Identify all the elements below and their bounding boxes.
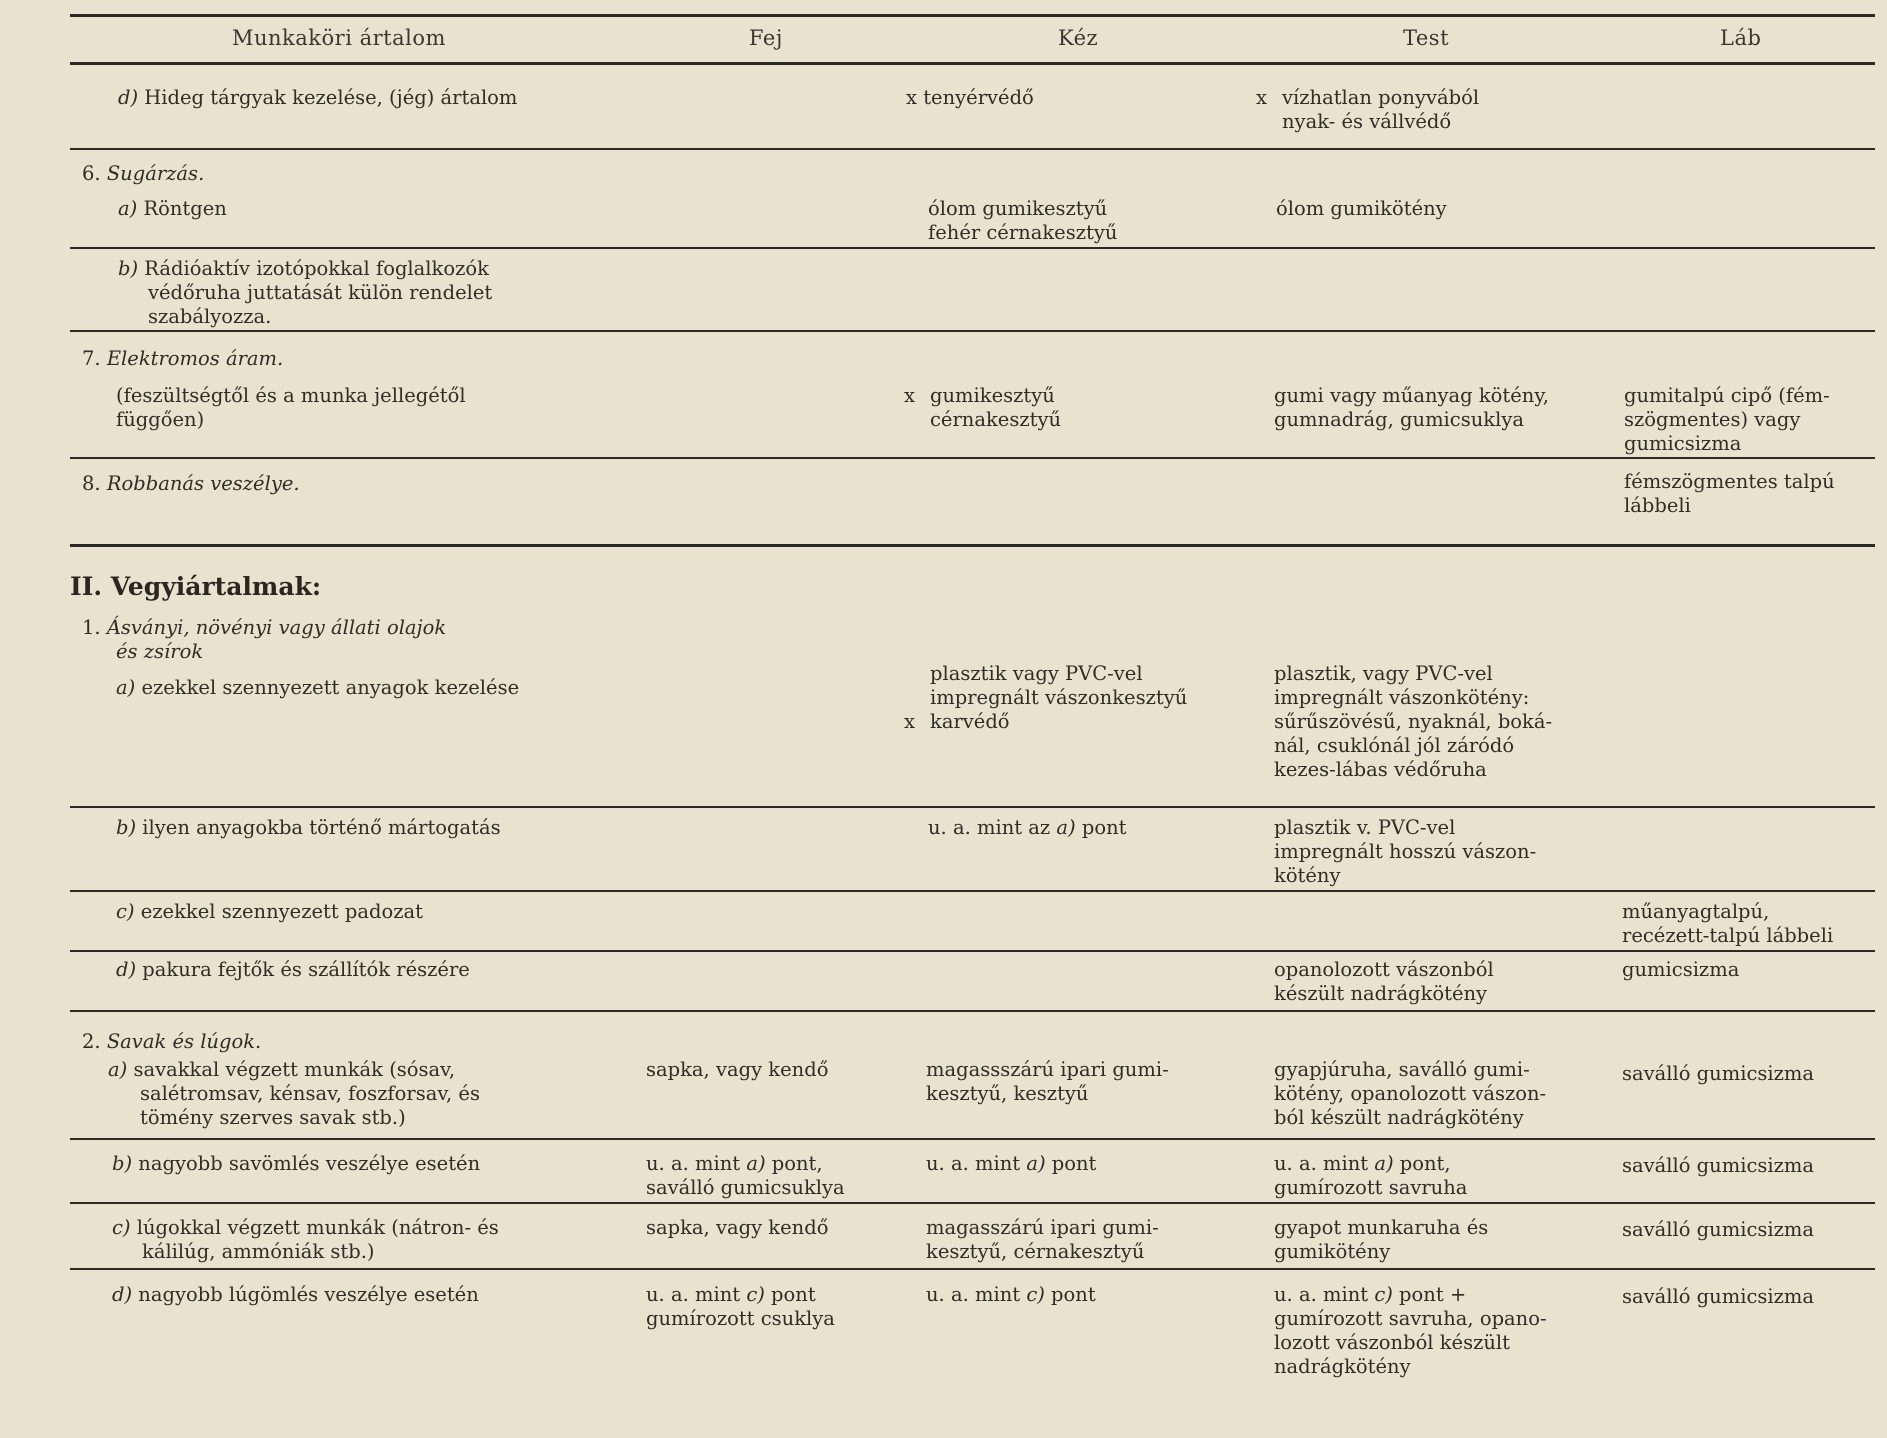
row-7-hazard: (feszültségtől és a munka jellegétől függően) [116, 384, 466, 431]
header-rule [70, 62, 1875, 65]
col-header-hazard: Munkaköri ártalom [232, 26, 446, 50]
rule-5d [70, 148, 1875, 150]
row-2-2d-foot: saválló gumicsizma [1622, 1285, 1815, 1308]
col-header-foot: Láb [1720, 26, 1762, 50]
row-2-1d-body: opanolozott vászonból készült nadrágkötény [1274, 958, 1494, 1005]
row-7-body: gumi vagy műanyag kötény, gumnadrág, gumicsuklya [1274, 384, 1549, 431]
section-7-title: 7. Elektromos áram. [82, 347, 284, 370]
row-2-1a-hazard: a) ezekkel szennyezett anyagok kezelése [116, 676, 520, 699]
rule-2-1c [70, 950, 1875, 952]
row-5d-hazard: d) Hideg tárgyak kezelése, (jég) ártalom [118, 86, 518, 109]
row-6a-body: ólom gumikötény [1276, 197, 1447, 220]
rule-2-2c [70, 1268, 1875, 1270]
row-6a-hand: ólom gumikesztyű fehér cérnakesztyű [928, 197, 1118, 244]
row-2-1d-foot: gumicsizma [1622, 958, 1740, 981]
row-2-1c-foot: műanyagtalpú, recézett-talpú lábbeli [1622, 900, 1834, 947]
section-2-2-title: 2. Savak és lúgok. [82, 1030, 262, 1053]
row-2-2c-foot: saválló gumicsizma [1622, 1218, 1815, 1241]
rule-2-1a [70, 806, 1875, 808]
section-6-title: 6. Sugárzás. [82, 162, 205, 185]
row-2-2c-hazard: c) lúgokkal végzett munkák (nátron- és kálilúg, ammóniák stb.) [112, 1216, 499, 1263]
row-6a-hazard: a) Röntgen [118, 197, 227, 220]
row-2-2b-foot: saválló gumicsizma [1622, 1154, 1815, 1177]
section-2-heading: II. Vegyiártalmak: [70, 572, 322, 601]
rule-2-1b [70, 890, 1875, 892]
row-8-foot: fémszögmentes talpú lábbeli [1624, 470, 1835, 517]
rule-2-2b [70, 1202, 1875, 1204]
row-6b-hazard: b) Rádióaktív izotópokkal foglalkozók védőruha juttatását külön rendelet szabályozza. [118, 257, 493, 328]
row-2-1b-hazard: b) ilyen anyagokba történő mártogatás [116, 816, 501, 839]
row-2-2d-body: u. a. mint c) pont + gumírozott savruha, opano- lozott vászonból készült nadrágkötény [1274, 1283, 1547, 1378]
row-2-1a-hand: plasztik vagy PVC-vel impregnált vászonkesztyű x karvédő [904, 662, 1188, 733]
row-2-2a-body: gyapjúruha, saválló gumi- kötény, opanolozott vászon- ból készült nadrágkötény [1274, 1058, 1547, 1129]
col-header-body: Test [1403, 26, 1450, 50]
row-2-2c-body: gyapot munkaruha és gumikötény [1274, 1216, 1489, 1263]
row-2-2a-hand: magassszárú ipari gumi- kesztyű, kesztyű [926, 1058, 1169, 1105]
row-2-2a-foot: saválló gumicsizma [1622, 1062, 1815, 1085]
row-2-2c-hand: magasszárú ipari gumi- kesztyű, cérnakesztyű [926, 1216, 1159, 1263]
row-2-2d-head: u. a. mint c) pont gumírozott csuklya [646, 1283, 835, 1330]
row-2-2a-hazard: a) savakkal végzett munkák (sósav, salétromsav, kénsav, foszforsav, és tömény szerves savak stb.) [108, 1058, 480, 1129]
row-7-foot: gumitalpú cipő (fém- szögmentes) vagy gumicsizma [1624, 384, 1830, 455]
row-5d-body: x vízhatlan ponyvából nyak- és vállvédő [1256, 86, 1480, 133]
top-rule [70, 14, 1875, 17]
section-2-1-title: 1. Ásványi, növényi vagy állati olajok és zsírok [82, 616, 447, 663]
row-7-hand: x gumikesztyű cérnakesztyű [904, 384, 1062, 431]
row-2-1b-body: plasztik v. PVC-vel impregnált hosszú vászon- kötény [1274, 816, 1537, 887]
row-2-2b-body: u. a. mint a) pont, gumírozott savruha [1274, 1152, 1468, 1199]
row-2-1a-body: plasztik, vagy PVC-vel impregnált vászonkötény: sűrűszövésű, nyaknál, boká- nál, csuklónál jól záródó kezes-lábas védőruha [1274, 662, 1553, 781]
section-8-title: 8. Robbanás veszélye. [82, 472, 300, 495]
row-2-2d-hazard: d) nagyobb lúgömlés veszélye esetén [112, 1283, 479, 1306]
row-2-1b-hand: u. a. mint az a) pont [928, 816, 1127, 839]
row-2-2b-head: u. a. mint a) pont, saválló gumicsuklya [646, 1152, 845, 1199]
row-2-1c-hazard: c) ezekkel szennyezett padozat [116, 900, 423, 923]
row-2-2d-hand: u. a. mint c) pont [926, 1283, 1096, 1306]
rule-6b [70, 330, 1875, 332]
row-2-2b-hazard: b) nagyobb savömlés veszélye esetén [112, 1152, 481, 1175]
row-2-2a-head: sapka, vagy kendő [646, 1058, 829, 1081]
rule-7 [70, 457, 1875, 459]
row-2-2b-hand: u. a. mint a) pont [926, 1152, 1097, 1175]
rule-6a [70, 247, 1875, 249]
row-2-1d-hazard: d) pakura fejtők és szállítók részére [116, 958, 470, 981]
row-2-2c-head: sapka, vagy kendő [646, 1216, 829, 1239]
rule-2-1d [70, 1010, 1875, 1012]
col-header-hand: Kéz [1058, 26, 1099, 50]
rule-8 [70, 544, 1875, 547]
row-5d-hand: x tenyérvédő [906, 86, 1034, 109]
col-header-head: Fej [749, 26, 783, 50]
rule-2-2a [70, 1138, 1875, 1140]
